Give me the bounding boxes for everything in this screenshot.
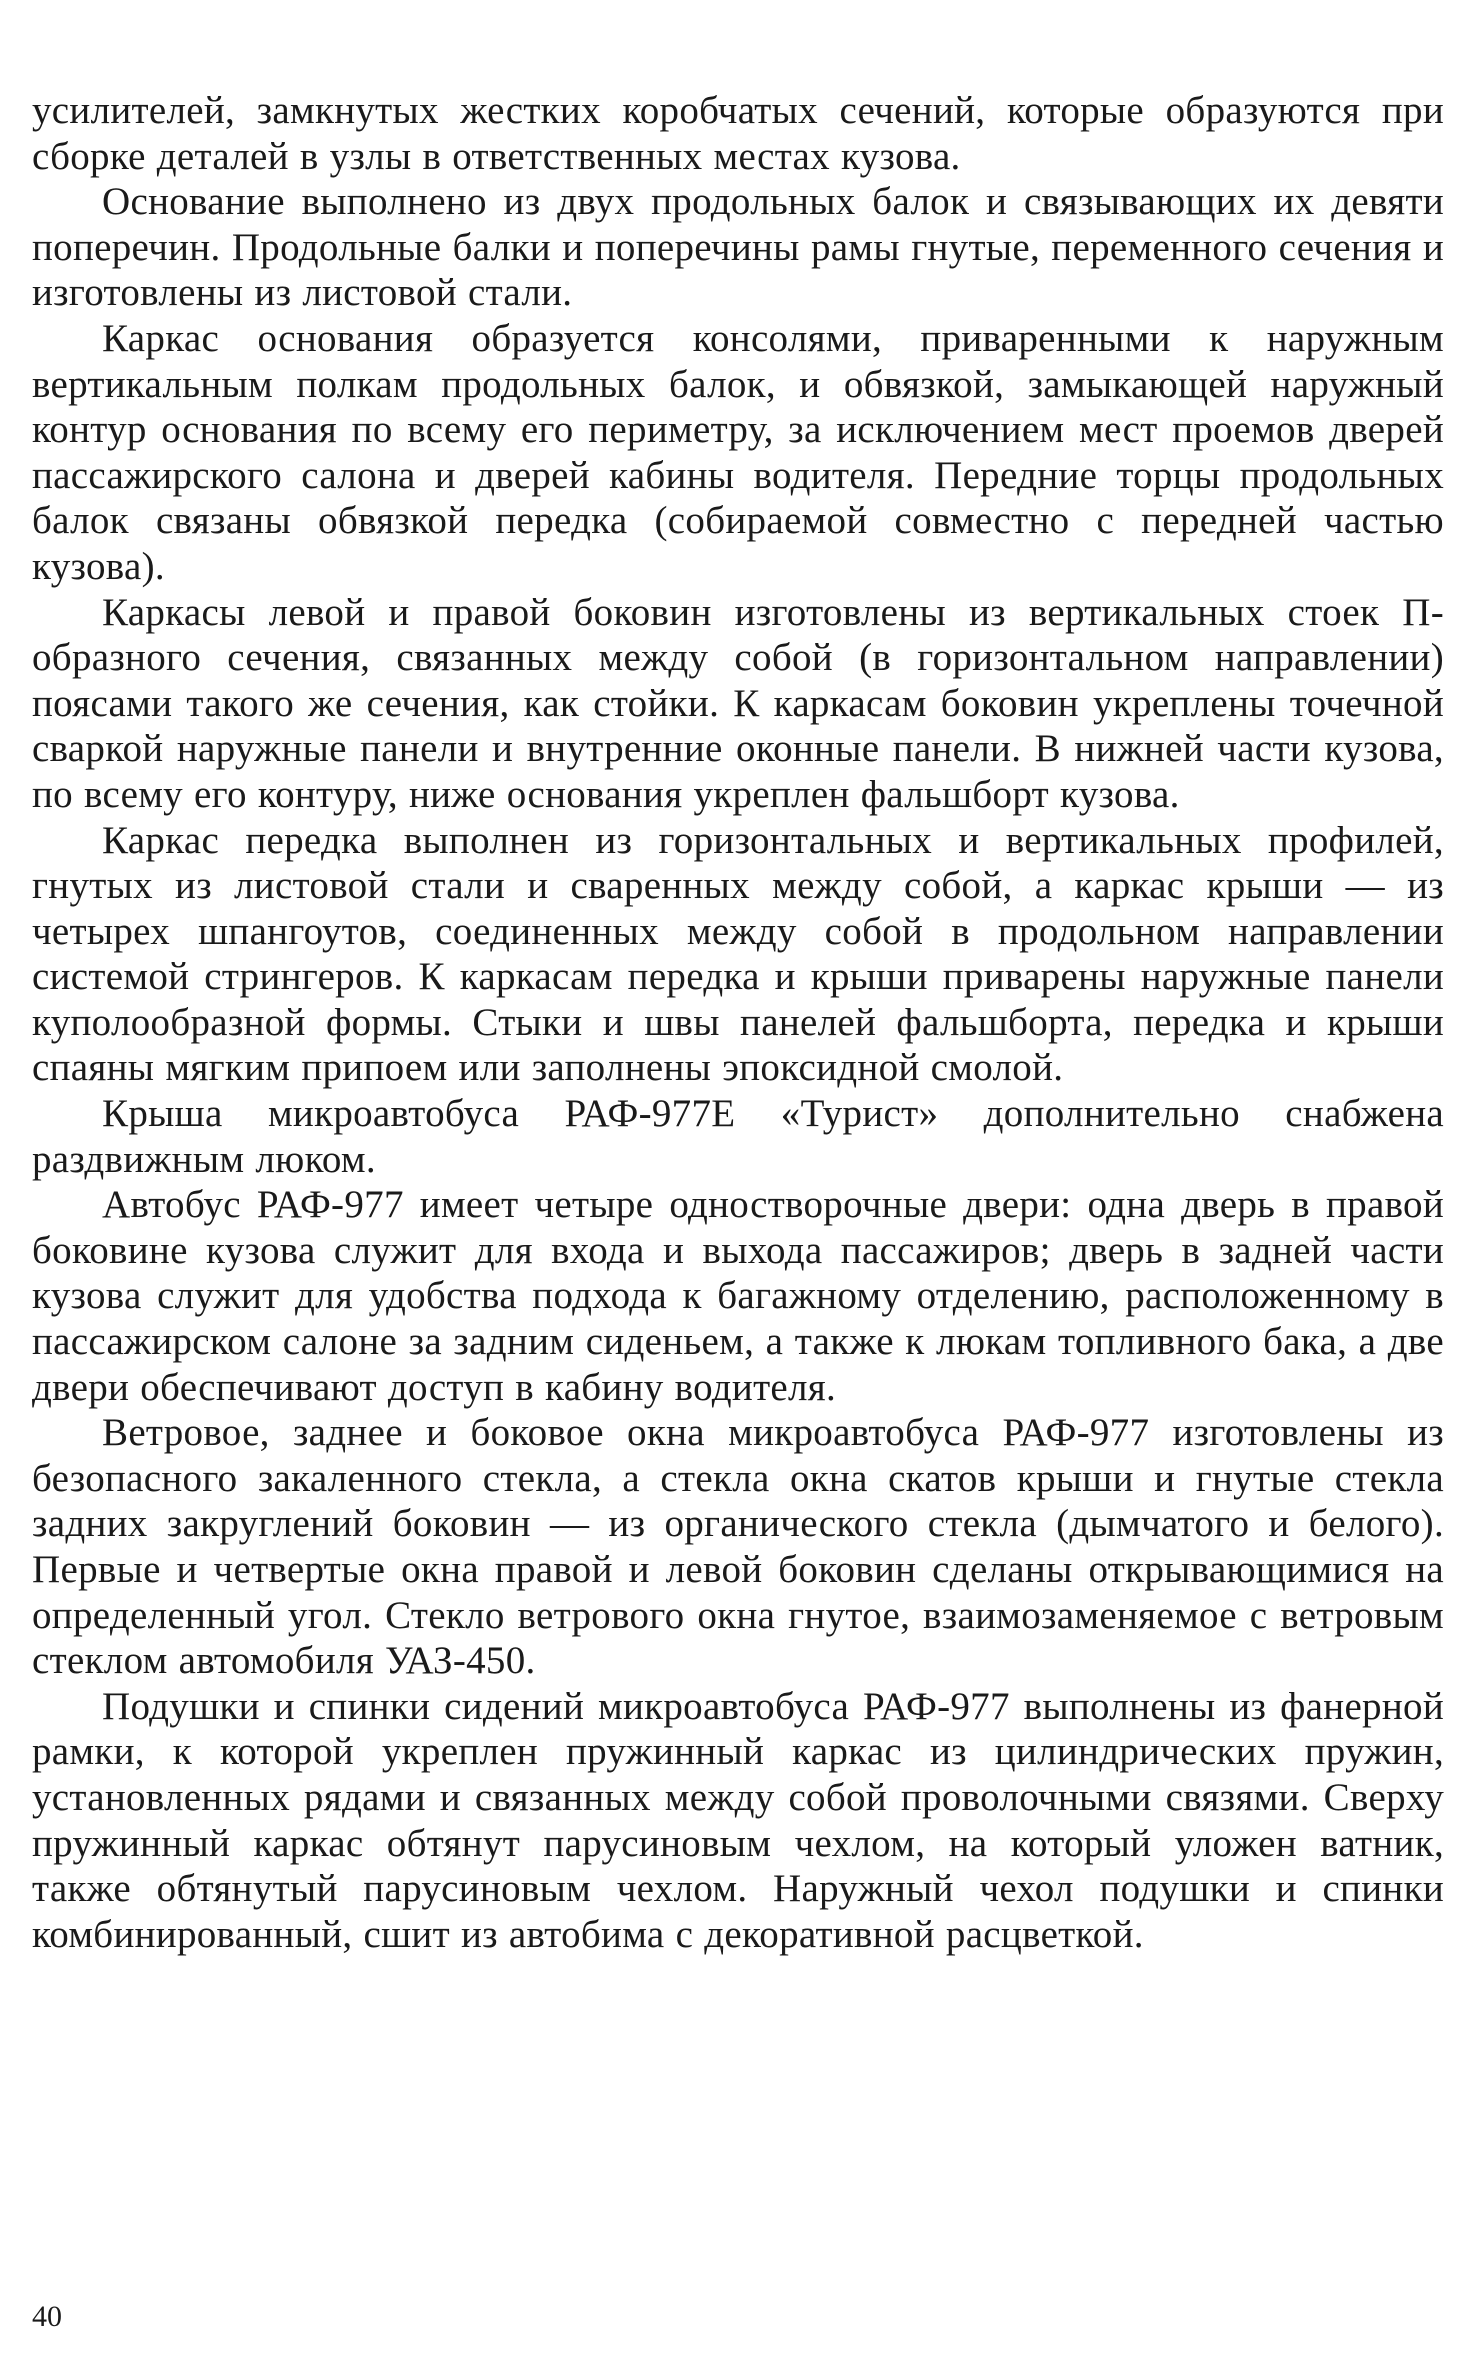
paragraph-base: Основание выполнено из двух продольных балок и связывающих их девяти поперечин. Продольные балки и поперечины рамы гнутые, переменного сечения и изготовлены из листовой стали.: [32, 180, 1444, 315]
paragraph-seats: Подушки и спинки сидений микроавтобуса РАФ-977 выполнены из фанерной рамки, к которой укреплен пружинный каркас из цилиндрических пружин, установленных рядами и связанных между собой проволочными связями. Сверху пружинный каркас обтянут парусиновым чехлом, на который уложен ватник, также обтянутый парусиновым чехлом. Наружный чехол подушки и спинки комбинированный, сшит из автобима с декоративной расцветкой.: [32, 1684, 1444, 1956]
paragraph-roof-hatch: Крыша микроавтобуса РАФ-977Е «Турист» дополнительно снабжена раздвижным люком.: [32, 1092, 1444, 1181]
paragraph-doors: Автобус РАФ-977 имеет четыре одностворочные двери: одна дверь в правой боковине кузова служит для входа и выхода пассажиров; дверь в задней части кузова служит для удобства подхода к багажному отделению, расположенному в пассажирском салоне за задним сиденьем, а также к люкам топливного бака, а две двери обеспечивают доступ в кабину водителя.: [32, 1183, 1444, 1409]
paragraph-side-frames: Каркасы левой и правой боковин изготовлены из вертикальных стоек П-образного сечения, связанных между собой (в горизонтальном направлении) поясами такого же сечения, как стойки. К каркасам боковин укреплены точечной сваркой наружные панели и внутренние оконные панели. В нижней части кузова, по всему его контуру, ниже основания укреплен фальшборт кузова.: [32, 590, 1444, 816]
paragraph-front-roof: Каркас передка выполнен из горизонтальных и вертикальных профилей, гнутых из листовой стали и сваренных между собой, а каркас крыши — из четырех шпангоутов, соединенных между собой в продольном направлении системой стрингеров. К каркасам передка и крыши приварены наружные панели куполообразной формы. Стыки и швы панелей фальшборта, передка и крыши спаяны мягким припоем или заполнены эпоксидной смолой.: [32, 818, 1444, 1090]
body-text: [32, 88, 1444, 1957]
page-number: 40: [32, 2300, 62, 2333]
paragraph-base-frame: Каркас основания образуется консолями, приваренными к наружным вертикальным полкам продольных балок, и обвязкой, замыкающей наружный контур основания по всему его периметру, за исключением мест проемов дверей пассажирского салона и дверей кабины водителя. Передние торцы продольных балок связаны обвязкой передка (собираемой совместно с передней частью кузова).: [32, 316, 1444, 588]
paragraph-continuation: усилителей, замкнутых жестких коробчатых сечений, которые образуются при сборке деталей в узлы в ответственных местах кузова.: [32, 89, 1444, 178]
paragraph-windows: Ветровое, заднее и боковое окна микроавтобуса РАФ-977 изготовлены из безопасного закаленного стекла, а стекла окна скатов крыши и гнутые стекла задних закруглений боковин — из органического стекла (дымчатого и белого). Первые и четвертые окна правой и левой боковин сделаны открывающимися на определенный угол. Стекло ветрового окна гнутое, взаимозаменяемое с ветровым стеклом автомобиля УАЗ-450.: [32, 1411, 1444, 1683]
